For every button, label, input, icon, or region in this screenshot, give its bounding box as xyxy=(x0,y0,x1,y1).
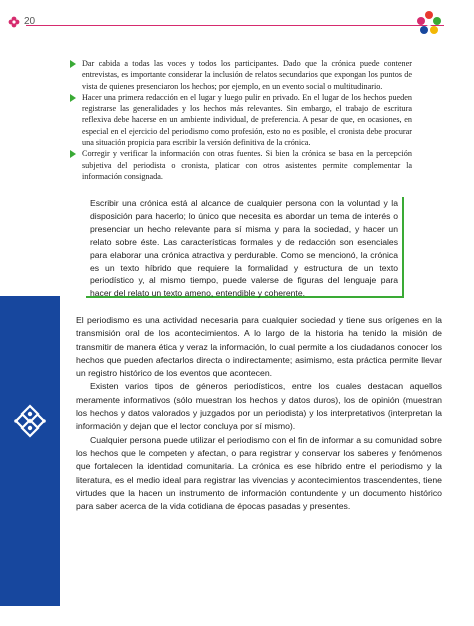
multicolor-flower-icon xyxy=(416,10,442,36)
list-item xyxy=(70,58,412,92)
bullet-text: Hacer una primera redacción en el lugar y luego pulir en privado. En el lugar de los hechos pueden registrarse las generalidades y los hechos más relevantes. Sin embargo, el trabajo de escritura reflexiva debe hacerse en un ambiente individual, de preferencia. A pesar de que, en ocasiones, en especial en el ejercicio del periodismo como profesión, esto no es posible, el cronista debe procurar una situación propicia para escribir la versión definitiva de la crónica. xyxy=(82,92,412,148)
flower-icon xyxy=(8,16,20,28)
list-item xyxy=(70,148,412,182)
page-number: 20 xyxy=(24,16,36,27)
body-paragraph: El periodismo es una actividad necesaria para cualquier sociedad y tiene sus orígenes en la transmisión oral de los acontecimientos. A lo largo de la historia ha tenido la misión de transmitir de manera ética y veraz la información, lo cual permite a los ciudadanos conocer los hechos que pueden afectarlos directa o indirectamente; asimismo, esta práctica permite llevar un registro histórico de los eventos que acontecen. xyxy=(76,315,442,379)
triangle-bullet-icon xyxy=(70,94,76,102)
side-band xyxy=(0,296,60,606)
triangle-bullet-icon xyxy=(70,60,76,68)
triangle-bullet-icon xyxy=(70,150,76,158)
callout-text: Escribir una crónica está al alcance de cualquier persona con la voluntad y la disposición para hacerlo; lo único que necesita es abordar un tema de interés o presenciar un hecho relevante para sí misma y para la sociedad, y hacer un relato sobre éste. Las características formales y de redacción son esenciales para elaborar una crónica atractiva y perdurable. Como se mencionó, la crónica es un texto híbrido que requiere la formalidad y estructura de un texto periodístico y, al mismo tiempo, puede valerse de figuras del lenguaje para hacer del relato un texto ameno, entendible y coherente. xyxy=(90,198,398,299)
white-emblem-icon xyxy=(12,403,48,439)
list-item xyxy=(70,92,412,148)
callout-box xyxy=(86,197,404,298)
body-paragraph: Existen varios tipos de géneros periodísticos, entre los cuales destacan aquellos meramente informativos (sólo muestran los hechos y datos duros), los de opinión (muestran los hechos y datos valorados y juzgados por un periodista) y los interpretativos (interpretan la información y dejan que el lector concluya por sí mismo). xyxy=(76,381,442,432)
body-text xyxy=(76,314,442,513)
bullet-text: Corregir y verificar la información con otras fuentes. Si bien la crónica se basa en la percepción subjetiva del periodista o cronista, platicar con otros asistentes permite complementar la información consignada. xyxy=(82,149,412,181)
header-rule xyxy=(26,25,444,26)
bullet-text: Dar cabida a todas las voces y todos los participantes. Dado que la crónica puede contener entrevistas, es importante considerar la inclusión de relatos secundarios que expongan los puntos de vista de quienes presenciaron los hechos; por ejemplo, en un evento social o multitudinario. xyxy=(82,59,412,91)
bullet-list xyxy=(70,58,412,182)
body-paragraph: Cualquier persona puede utilizar el periodismo con el fin de informar a su comunidad sobre los hechos que le competen y afectan, o para registrar y conservar los saberes y fenómenos que fortalecen la identidad comunitaria. La crónica es ese híbrido entre el periodismo y la literatura, es el medio ideal para registrar las vivencias y acontecimientos trascendentes, tiene virtudes que la hacen un instrumento de información contundente y un documento histórico para saber acerca de la vida cotidiana de épocas pasadas y presentes. xyxy=(76,434,442,512)
